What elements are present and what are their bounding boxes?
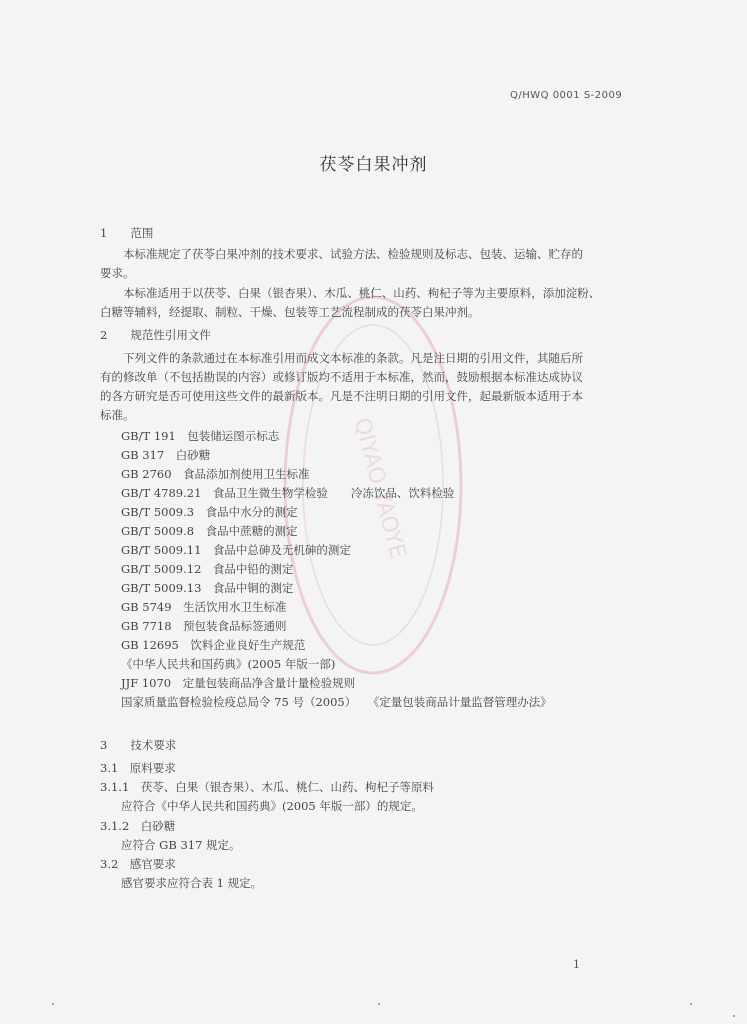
scan-speck (733, 1015, 735, 1017)
section-2-heading: 2 规范性引用文件 (100, 328, 211, 342)
section-2-para-line-2: 有的修改单（不包括勘误的内容）或修订版均不适用于本标准，然而，鼓励根据本标准达成协议 (100, 370, 583, 384)
section-1-para-1-line-1: 本标准规定了茯苓白果冲剂的技术要求、试验方法、检验规则及标志、包装、运输、贮存的 (100, 247, 583, 261)
reference-item: GB 2760 食品添加剂使用卫生标准 (121, 467, 310, 481)
reference-item: GB/T 5009.8 食品中蔗糖的测定 (121, 524, 298, 538)
section-2-para-line-4: 标准。 (100, 408, 135, 422)
reference-item: GB/T 191 包装储运图示标志 (121, 429, 280, 443)
section-3-1-1-heading: 3.1.1 茯苓、白果（银杏果）、木瓜、桃仁、山药、枸杞子等原料 (100, 780, 435, 794)
reference-item: GB/T 5009.13 食品中铜的测定 (121, 581, 294, 595)
page-title: 茯苓白果冲剂 (319, 155, 428, 175)
reference-item: JJF 1070 定量包装商品净含量计量检验规则 (121, 676, 356, 690)
section-3-1-1-text: 应符合《中华人民共和国药典》(2005 年版一部）的规定。 (121, 799, 423, 813)
section-3-2-heading: 3.2 感官要求 (100, 857, 176, 871)
section-3-1-2-text: 应符合 GB 317 规定。 (121, 838, 241, 852)
section-3-heading: 3 技术要求 (100, 738, 177, 752)
reference-item: GB 317 白砂糖 (121, 448, 211, 462)
reference-item: GB/T 4789.21 食品卫生微生物学检验 冷冻饮品、饮料检验 (121, 486, 455, 500)
reference-item: 《中华人民共和国药典》(2005 年版一部) (121, 657, 336, 671)
section-3-1-2-heading: 3.1.2 白砂糖 (100, 819, 176, 833)
reference-item: GB 5749 生活饮用水卫生标准 (121, 600, 287, 614)
section-3-2-text: 感官要求应符合表 1 规定。 (121, 876, 263, 890)
section-2-para-line-3: 的各方研究是否可使用这些文件的最新版本。凡是不注明日期的引用文件，起最新版本适用于本 (100, 389, 583, 403)
section-3-1-heading: 3.1 原料要求 (100, 761, 176, 775)
reference-item: 国家质量监督检验检疫总局令 75 号（2005） 《定量包装商品计量监督管理办法》 (121, 695, 552, 709)
reference-item: GB/T 5009.12 食品中铅的测定 (121, 562, 294, 576)
reference-item: GB 12695 饮料企业良好生产规范 (121, 638, 306, 652)
scan-speck (52, 1003, 54, 1005)
svg-text:QIYAO YAOYE: QIYAO YAOYE (348, 415, 411, 562)
reference-item: GB 7718 预包装食品标签通则 (121, 619, 287, 633)
standard-code: Q/HWQ 0001 S-2009 (510, 90, 623, 101)
section-1-para-2-line-2: 白糖等辅料，经提取、制粒、干燥、包装等工艺流程制成的茯苓白果冲剂。 (100, 305, 480, 319)
scan-speck (378, 1003, 380, 1005)
section-1-para-1-line-2: 要求。 (100, 266, 135, 280)
reference-item: GB/T 5009.3 食品中水分的测定 (121, 505, 298, 519)
scan-speck (690, 1003, 692, 1005)
page-number: 1 (573, 958, 580, 971)
section-1-para-2-line-1: 本标准适用于以茯苓、白果（银杏果）、木瓜、桃仁、山药、枸杞子等为主要原料，添加淀粉、 (100, 286, 601, 300)
reference-item: GB/T 5009.11 食品中总砷及无机砷的测定 (121, 543, 351, 557)
section-2-para-line-1: 下列文件的条款通过在本标准引用而成文本标准的条款。凡是注日期的引用文件，其随后所 (100, 351, 583, 365)
section-1-heading: 1 范围 (100, 226, 154, 240)
